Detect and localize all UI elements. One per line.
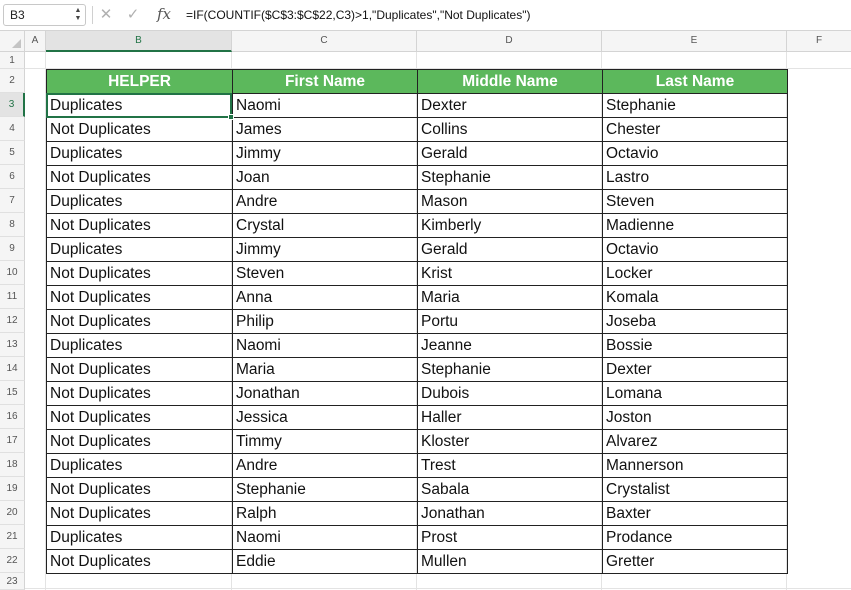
cell-first-name[interactable]: Maria [233, 358, 418, 382]
cell-helper[interactable]: Not Duplicates [47, 118, 233, 142]
table-row [47, 358, 788, 382]
row-header-14[interactable]: 14 [0, 357, 25, 381]
insert-function-icon[interactable]: fx [157, 5, 172, 23]
cell-middle-name[interactable]: Mason [418, 190, 603, 214]
cell-helper[interactable]: Not Duplicates [47, 502, 233, 526]
row-header-3[interactable]: 3 [0, 93, 25, 117]
cell-last-name[interactable]: Komala [603, 286, 788, 310]
cell-last-name[interactable]: Joston [603, 406, 788, 430]
cell-middle-name[interactable]: Stephanie [418, 166, 603, 190]
cell-middle-name[interactable]: Prost [418, 526, 603, 550]
cell-last-name[interactable]: Octavio [603, 142, 788, 166]
table-row [47, 190, 788, 214]
cell-first-name[interactable]: Jonathan [233, 382, 418, 406]
cell-last-name[interactable]: Bossie [603, 334, 788, 358]
cell-helper[interactable]: Duplicates [47, 454, 233, 478]
cell-helper[interactable]: Not Duplicates [47, 262, 233, 286]
cell-helper[interactable]: Not Duplicates [47, 406, 233, 430]
row-header-2[interactable]: 2 [0, 69, 25, 93]
cell-middle-name[interactable]: Jonathan [418, 502, 603, 526]
cell-helper[interactable]: Not Duplicates [47, 550, 233, 574]
cell-first-name[interactable]: Andre [233, 454, 418, 478]
cell-helper[interactable]: Not Duplicates [47, 310, 233, 334]
column-header-c[interactable]: C [232, 31, 417, 51]
cell-middle-name[interactable]: Stephanie [418, 358, 603, 382]
table-row [47, 238, 788, 262]
column-header-e[interactable]: E [602, 31, 787, 51]
cell-helper[interactable]: Duplicates [47, 190, 233, 214]
cell-first-name[interactable]: Stephanie [233, 478, 418, 502]
cell-last-name[interactable]: Stephanie [603, 94, 788, 118]
cell-last-name[interactable]: Baxter [603, 502, 788, 526]
cell-first-name[interactable]: Steven [233, 262, 418, 286]
name-box[interactable] [3, 4, 86, 26]
cell-last-name[interactable]: Alvarez [603, 430, 788, 454]
cell-last-name[interactable]: Prodance [603, 526, 788, 550]
cell-helper[interactable]: Duplicates [47, 94, 233, 118]
cell-last-name[interactable]: Steven [603, 190, 788, 214]
select-all-corner[interactable] [0, 31, 25, 51]
cell-middle-name[interactable]: Haller [418, 406, 603, 430]
table-row [47, 142, 788, 166]
table-row [47, 334, 788, 358]
cell-helper[interactable]: Duplicates [47, 142, 233, 166]
cell-helper[interactable]: Not Duplicates [47, 382, 233, 406]
cell-middle-name[interactable]: Kloster [418, 430, 603, 454]
cell-first-name[interactable]: Joan [233, 166, 418, 190]
name-box-dropdown-icon[interactable]: ▲ ▼ [74, 7, 82, 22]
cell-first-name[interactable]: Naomi [233, 94, 418, 118]
cell-middle-name[interactable]: Mullen [418, 550, 603, 574]
column-header-a[interactable]: A [25, 31, 46, 51]
table-row [47, 406, 788, 430]
cell-last-name[interactable]: Chester [603, 118, 788, 142]
row-header-21[interactable]: 21 [0, 525, 25, 549]
header-last-name[interactable]: Last Name [603, 70, 788, 94]
cell-middle-name[interactable]: Dexter [418, 94, 603, 118]
cell-first-name[interactable]: Ralph [233, 502, 418, 526]
column-header-f[interactable]: F [815, 35, 823, 46]
cell-middle-name[interactable]: Maria [418, 286, 603, 310]
row-header-6[interactable]: 6 [0, 165, 25, 189]
cancel-icon[interactable]: ✕ [99, 6, 113, 23]
table-row [47, 454, 788, 478]
cell-middle-name[interactable]: Gerald [418, 238, 603, 262]
row-header-17[interactable]: 17 [0, 429, 25, 453]
cell-first-name[interactable]: Andre [233, 190, 418, 214]
row-header-19[interactable]: 19 [0, 477, 25, 501]
table-row [47, 478, 788, 502]
cell-last-name[interactable]: Crystalist [603, 478, 788, 502]
cell-first-name[interactable]: Anna [233, 286, 418, 310]
cell-middle-name[interactable]: Trest [418, 454, 603, 478]
cell-last-name[interactable]: Lastro [603, 166, 788, 190]
cell-first-name[interactable]: Jimmy [233, 142, 418, 166]
cell-helper[interactable]: Not Duplicates [47, 166, 233, 190]
confirm-icon[interactable]: ✓ [126, 6, 140, 23]
cell-middle-name[interactable]: Collins [418, 118, 603, 142]
row-header-8[interactable]: 8 [0, 213, 25, 237]
cell-middle-name[interactable]: Sabala [418, 478, 603, 502]
table-row [47, 430, 788, 454]
row-header-1[interactable]: 1 [0, 52, 25, 69]
column-headers [0, 31, 851, 52]
row-header-22[interactable]: 22 [0, 549, 25, 573]
cell-helper[interactable]: Duplicates [47, 238, 233, 262]
table-row [47, 118, 788, 142]
cell-last-name[interactable]: Dexter [603, 358, 788, 382]
cell-middle-name[interactable]: Jeanne [418, 334, 603, 358]
cell-helper[interactable]: Duplicates [47, 526, 233, 550]
row-header-12[interactable]: 12 [0, 309, 25, 333]
cell-first-name[interactable]: James [233, 118, 418, 142]
cell-helper[interactable]: Not Duplicates [47, 478, 233, 502]
table-row [47, 166, 788, 190]
table-row [47, 262, 788, 286]
cell-middle-name[interactable]: Krist [418, 262, 603, 286]
cell-last-name[interactable]: Mannerson [603, 454, 788, 478]
cell-middle-name[interactable]: Gerald [418, 142, 603, 166]
formula-bar-separator [92, 6, 93, 24]
cell-first-name[interactable]: Naomi [233, 526, 418, 550]
column-header-b[interactable]: B [46, 31, 232, 52]
table-row [47, 382, 788, 406]
column-header-d[interactable]: D [417, 31, 602, 51]
cell-first-name[interactable]: Timmy [233, 430, 418, 454]
table-row [47, 286, 788, 310]
name-box-value: B3 [10, 8, 25, 22]
row-header-16[interactable]: 16 [0, 405, 25, 429]
cell-helper[interactable]: Duplicates [47, 334, 233, 358]
data-table [46, 69, 788, 574]
cell-first-name[interactable]: Jessica [233, 406, 418, 430]
row-header-18[interactable]: 18 [0, 453, 25, 477]
cell-helper[interactable]: Not Duplicates [47, 286, 233, 310]
row-header-13[interactable]: 13 [0, 333, 25, 357]
cell-helper[interactable]: Not Duplicates [47, 358, 233, 382]
formula-bar [0, 0, 851, 31]
formula-input[interactable]: =IF(COUNTIF($C$3:$C$22,C3)>1,"Duplicates","Not Duplicates") [186, 8, 531, 22]
row-header-11[interactable]: 11 [0, 285, 25, 309]
row-header-15[interactable]: 15 [0, 381, 25, 405]
cell-middle-name[interactable]: Portu [418, 310, 603, 334]
cell-last-name[interactable]: Madienne [603, 214, 788, 238]
table-row [47, 214, 788, 238]
header-middle-name[interactable]: Middle Name [418, 70, 603, 94]
row-header-4[interactable]: 4 [0, 117, 25, 141]
table-row [47, 502, 788, 526]
row-header-23[interactable]: 23 [0, 573, 25, 590]
row-header-9[interactable]: 9 [0, 237, 25, 261]
row-header-7[interactable]: 7 [0, 189, 25, 213]
row-header-10[interactable]: 10 [0, 261, 25, 285]
cell-first-name[interactable]: Naomi [233, 334, 418, 358]
row-header-20[interactable]: 20 [0, 501, 25, 525]
cell-first-name[interactable]: Crystal [233, 214, 418, 238]
cell-last-name[interactable]: Gretter [603, 550, 788, 574]
cell-last-name[interactable]: Lomana [603, 382, 788, 406]
cell-first-name[interactable]: Jimmy [233, 238, 418, 262]
cell-helper[interactable]: Not Duplicates [47, 430, 233, 454]
table-body [47, 94, 788, 574]
cell-last-name[interactable]: Locker [603, 262, 788, 286]
cell-middle-name[interactable]: Dubois [418, 382, 603, 406]
cell-middle-name[interactable]: Kimberly [418, 214, 603, 238]
cell-last-name[interactable]: Octavio [603, 238, 788, 262]
cell-last-name[interactable]: Joseba [603, 310, 788, 334]
table-header-row [47, 70, 788, 94]
cell-helper[interactable]: Not Duplicates [47, 214, 233, 238]
cell-first-name[interactable]: Philip [233, 310, 418, 334]
header-first-name[interactable]: First Name [233, 70, 418, 94]
header-helper[interactable]: HELPER [47, 70, 233, 94]
fill-handle[interactable] [228, 114, 234, 120]
row-header-5[interactable]: 5 [0, 141, 25, 165]
table-row [47, 310, 788, 334]
table-row [47, 94, 788, 118]
table-row [47, 526, 788, 550]
cell-first-name[interactable]: Eddie [233, 550, 418, 574]
table-row [47, 550, 788, 574]
